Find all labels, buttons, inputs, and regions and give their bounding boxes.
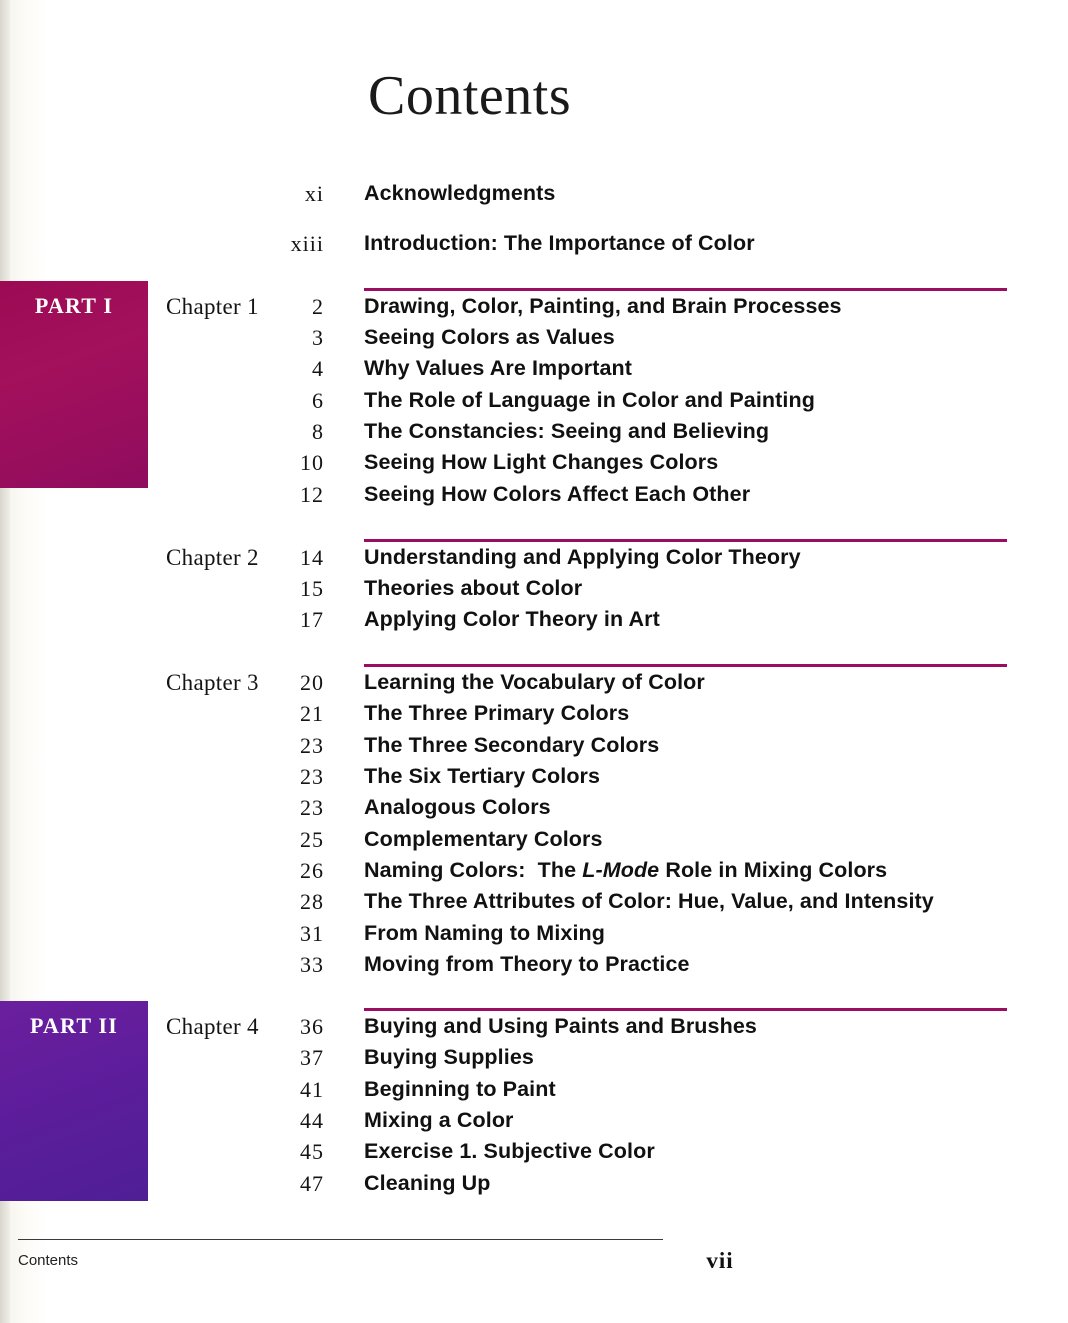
toc-page-number: 4 [312,356,324,381]
toc-entry-title: Moving from Theory to Practice [364,952,690,976]
toc-entry-title: Buying and Using Paints and Brushes [364,1014,757,1038]
toc-page-number: 6 [312,388,324,413]
toc-page-number: 23 [300,764,324,789]
toc-page-number: 26 [300,858,324,883]
toc-page-number: 33 [300,952,324,977]
toc-entry-title: Cleaning Up [364,1171,491,1195]
toc-entry-title: The Three Primary Colors [364,701,630,725]
toc-entry-title: Learning the Vocabulary of Color [364,670,705,694]
toc-page-number: 28 [300,889,324,914]
chapter-rule [364,664,1007,667]
toc-entry-title: Analogous Colors [364,795,551,819]
toc-entry-title: Buying Supplies [364,1045,534,1069]
chapter-label: Chapter 2 [166,545,259,570]
chapter-label: Chapter 3 [166,670,259,695]
toc-entry-title: Seeing How Colors Affect Each Other [364,482,751,506]
toc-entry-title: The Three Secondary Colors [364,733,660,757]
part-marker-1 [0,281,148,488]
toc-page-number: 14 [300,545,324,570]
chapter-label: Chapter 4 [166,1014,259,1039]
toc-page-number: 17 [300,607,324,632]
part-label: PART I [34,293,114,318]
toc-page-number: 2 [312,294,324,319]
toc-page-number: 23 [300,733,324,758]
toc-entry-title: Drawing, Color, Painting, and Brain Processes [364,294,842,318]
footer-label: Contents [18,1252,79,1269]
toc-page-number: 44 [300,1108,324,1133]
toc-page-number: 31 [300,921,324,946]
toc-entry-title: Applying Color Theory in Art [364,607,660,631]
toc-page-number: xiii [290,231,324,256]
toc-entry-title: Why Values Are Important [364,356,633,380]
toc-page-number: 10 [300,450,324,475]
toc-page-number: 25 [300,827,324,852]
chapter-label: Chapter 1 [166,294,259,319]
toc-page-number: 41 [300,1077,324,1102]
footer-page-number: vii [706,1248,734,1273]
toc-page-number: 8 [312,419,324,444]
toc-entry-title: Introduction: The Importance of Color [364,231,755,255]
toc-entry-title: The Six Tertiary Colors [364,764,601,788]
toc-entry-title: Exercise 1. Subjective Color [364,1139,655,1163]
toc-entry-title: The Role of Language in Color and Painting [364,388,815,412]
toc-entry-title: Theories about Color [364,576,583,600]
chapter-rule [364,1008,1007,1011]
page-title: Contents [368,64,572,127]
toc-page-number: 37 [300,1045,324,1070]
footer-divider [18,1239,663,1240]
toc-page-number: 23 [300,795,324,820]
toc-entry-title: Seeing How Light Changes Colors [364,450,719,474]
toc-entry-title: Naming Colors: The L-Mode Role in Mixing Colors [364,858,888,882]
chapter-rule [364,539,1007,542]
toc-page-number: xi [304,181,324,206]
toc-page-number: 3 [312,325,324,350]
toc-entry-title: The Constancies: Seeing and Believing [364,419,770,443]
chapter-rule [364,288,1007,291]
toc-page-number: 36 [300,1014,324,1039]
toc-entry-title: Mixing a Color [364,1108,514,1132]
toc-entry-title: Complementary Colors [364,827,603,851]
toc-entry-title: From Naming to Mixing [364,921,605,945]
part-label: PART II [29,1013,119,1038]
toc-entry-title: Beginning to Paint [364,1077,556,1101]
toc-page-number: 21 [300,701,324,726]
toc-page-number: 45 [300,1139,324,1164]
toc-page-number: 15 [300,576,324,601]
toc-entry-title: Understanding and Applying Color Theory [364,545,801,569]
toc-entry-title: The Three Attributes of Color: Hue, Value, and Intensity [364,889,934,913]
toc-page-number: 47 [300,1171,324,1196]
toc-entry-title: Seeing Colors as Values [364,325,615,349]
toc-entry-title: Acknowledgments [364,181,556,205]
part-marker-2 [0,1001,148,1201]
toc-page-number: 12 [300,482,324,507]
toc-page-number: 20 [300,670,324,695]
